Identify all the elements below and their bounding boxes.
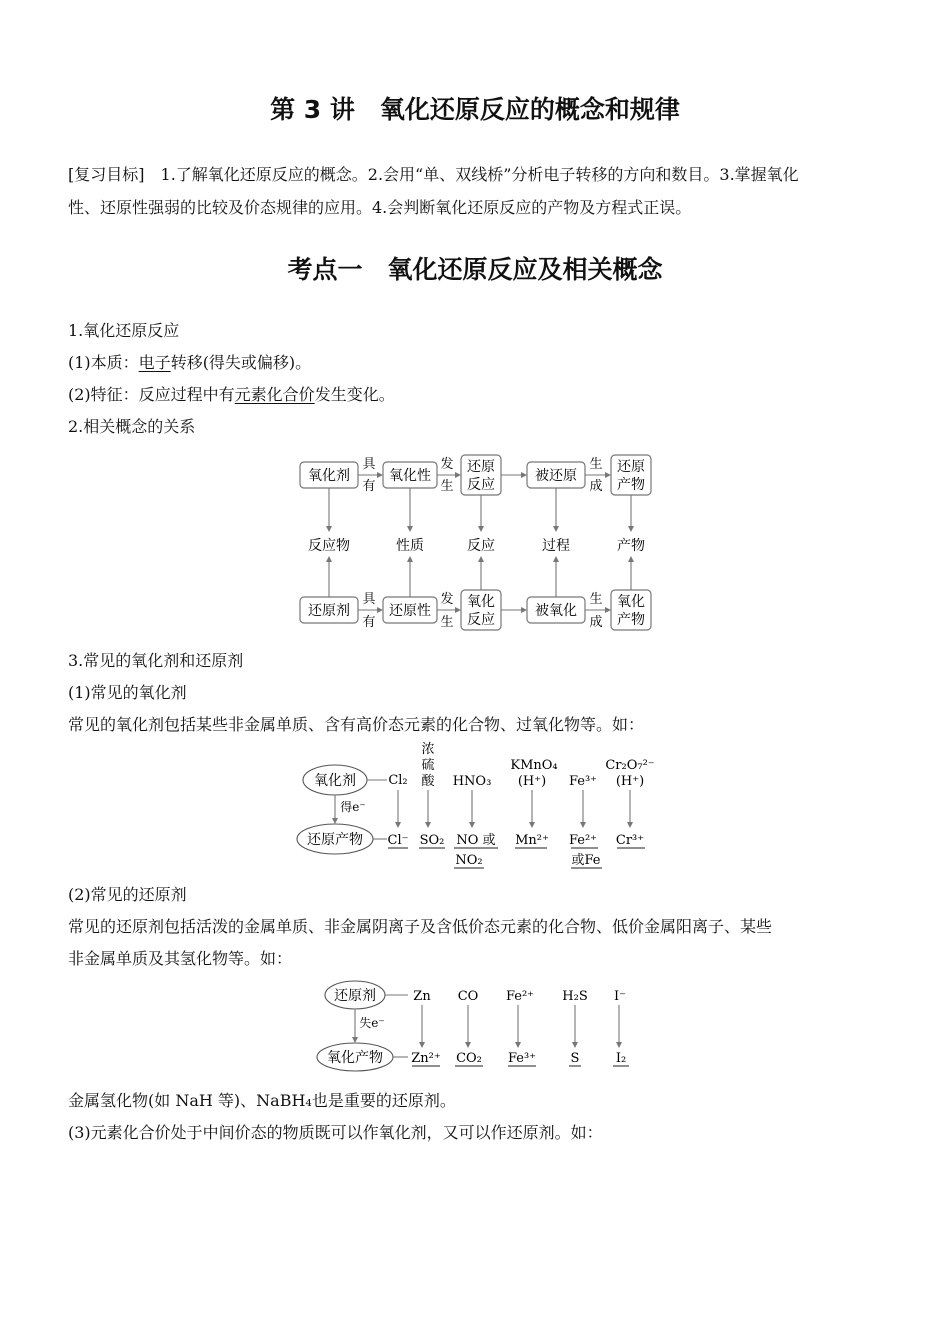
- reductant-diagram: [310, 975, 640, 1075]
- kmno4-label: KMnO₄: [510, 758, 558, 773]
- oxidant-diagram: [295, 740, 665, 875]
- lose-electron-label: 失e⁻: [359, 1016, 385, 1030]
- so2-label: SO₂: [419, 833, 445, 848]
- bottom-ju: 具: [362, 592, 376, 607]
- bottom-you: 有: [362, 615, 376, 630]
- red-heading: (2)常见的还原剂: [68, 885, 187, 904]
- co2-label: CO₂: [456, 1051, 482, 1066]
- bottom-cheng: 成: [589, 615, 603, 630]
- reductant-label: 还原剂: [334, 988, 376, 1004]
- fe3-label: Fe³⁺: [568, 774, 598, 789]
- s1-feature: [68, 385, 395, 405]
- middle-product: 产物: [617, 538, 645, 554]
- co-label: CO: [457, 989, 479, 1004]
- bottom-oxidation-2: 反应: [467, 612, 495, 628]
- top-fa: 发: [440, 457, 454, 472]
- middle-valence-text: (3)元素化合价处于中间价态的物质既可以作氧化剂，又可以作还原剂。如：: [68, 1123, 603, 1142]
- bottom-being-oxidized: 被氧化: [535, 603, 577, 619]
- top-reduced-product-1: 还原: [617, 459, 645, 475]
- conc-label-1: 浓: [421, 742, 435, 757]
- bottom-reducing-property: 还原性: [389, 603, 431, 619]
- s1-essence: [68, 353, 311, 373]
- objectives-text1: 1.了解氧化还原反应的概念。2.会用“单、双线桥”分析电子转移的方向和数目。3.掌握氧化: [160, 165, 799, 184]
- cr2o7-h-label: (H⁺): [615, 774, 645, 789]
- kmno4-h-label: (H⁺): [517, 774, 547, 789]
- mn2-label: Mn²⁺: [515, 833, 549, 848]
- lecture-title: 第 3 讲 氧化还原反应的概念和规律: [270, 95, 680, 124]
- bottom-oxidation-1: 氧化: [467, 594, 495, 610]
- ox-heading: (1)常见的氧化剂: [68, 683, 187, 702]
- cl-minus-label: Cl⁻: [387, 833, 409, 848]
- bottom-sheng2: 生: [589, 592, 603, 607]
- i2-label: I₂: [615, 1051, 627, 1066]
- bottom-oxidized-product-1: 氧化: [617, 594, 645, 610]
- top-oxidizing-property: 氧化性: [389, 468, 431, 484]
- h2s-label: H₂S: [562, 989, 588, 1004]
- red-text-1: 常见的还原剂包括活泼的金属单质、非金属阴离子及含低价态元素的化合物、低价金属阳离子、某些: [68, 917, 773, 936]
- no-or-label: NO 或: [456, 833, 496, 848]
- s3-heading: 3.常见的氧化剂和还原剂: [68, 651, 244, 670]
- essence-rest: 转移(得失或偏移)。: [170, 353, 312, 372]
- bottom-sheng: 生: [440, 615, 454, 630]
- hno3-label: HNO₃: [452, 774, 492, 789]
- top-reduction-1: 还原: [467, 459, 495, 475]
- cr2o7-label: Cr₂O₇²⁻: [605, 758, 655, 773]
- zn2-label: Zn²⁺: [411, 1051, 441, 1066]
- conc-label-2: 硫: [421, 758, 435, 773]
- fe3-red-label: Fe³⁺: [507, 1051, 537, 1066]
- top-reduction-2: 反应: [467, 477, 495, 493]
- top-you: 有: [362, 479, 376, 494]
- top-cheng: 成: [589, 479, 603, 494]
- bottom-oxidized-product-2: 产物: [617, 612, 645, 628]
- cr3-label: Cr³⁺: [615, 833, 645, 848]
- objectives-line1: [68, 165, 799, 185]
- cl2-label: Cl₂: [388, 773, 408, 788]
- section1-title: 考点一 氧化还原反应及相关概念: [287, 255, 663, 284]
- top-sheng: 生: [440, 479, 454, 494]
- objectives-line2: 性、还原性强弱的比较及价态规律的应用。4.会判断氧化还原反应的产物及方程式正误。: [68, 198, 692, 217]
- hydride-text: 金属氢化物(如 NaH 等)、NaBH₄也是重要的还原剂。: [68, 1091, 456, 1110]
- s2-heading: 2.相关概念的关系: [68, 417, 196, 436]
- conc-label-3: 酸: [421, 774, 435, 789]
- red-text-2: 非金属单质及其氢化物等。如：: [68, 949, 293, 968]
- middle-property: 性质: [396, 538, 424, 554]
- bottom-reductant: 还原剂: [308, 603, 350, 619]
- fe2-label: Fe²⁺: [568, 833, 598, 848]
- objectives-label: [复习目标]: [68, 165, 145, 184]
- s-label: S: [570, 1051, 580, 1066]
- middle-process: 过程: [542, 538, 570, 554]
- i-minus-label: I⁻: [614, 989, 626, 1004]
- essence-key: 电子: [138, 353, 171, 372]
- zn-label: Zn: [413, 989, 431, 1004]
- middle-reaction: 反应: [467, 538, 495, 554]
- bottom-fa: 发: [440, 592, 454, 607]
- no2-label: NO₂: [455, 853, 483, 868]
- or-fe-label: 或Fe: [571, 853, 601, 868]
- reduced-product-label: 还原产物: [307, 832, 363, 848]
- ox-text: 常见的氧化剂包括某些非金属单质、含有高价态元素的化合物、过氧化物等。如：: [68, 715, 645, 734]
- concept-relation-diagram: [295, 450, 660, 635]
- top-reduced-product-2: 产物: [617, 477, 645, 493]
- top-ju: 具: [362, 457, 376, 472]
- oxidized-product-label: 氧化产物: [327, 1050, 383, 1066]
- top-sheng2: 生: [589, 457, 603, 472]
- fe2-red-label: Fe²⁺: [505, 989, 535, 1004]
- feature-label: (2)特征：反应过程中有: [68, 385, 235, 404]
- essence-label: (1)本质：: [68, 353, 139, 372]
- gain-electron-label: 得e⁻: [340, 800, 366, 814]
- middle-reactant: 反应物: [308, 538, 350, 554]
- s1-heading: 1.氧化还原反应: [68, 321, 180, 340]
- feature-rest: 发生变化。: [314, 385, 395, 404]
- oxidant-label: 氧化剂: [314, 773, 356, 789]
- feature-key: 元素化合价: [234, 385, 315, 404]
- top-oxidant: 氧化剂: [308, 468, 350, 484]
- top-being-reduced: 被还原: [535, 468, 577, 484]
